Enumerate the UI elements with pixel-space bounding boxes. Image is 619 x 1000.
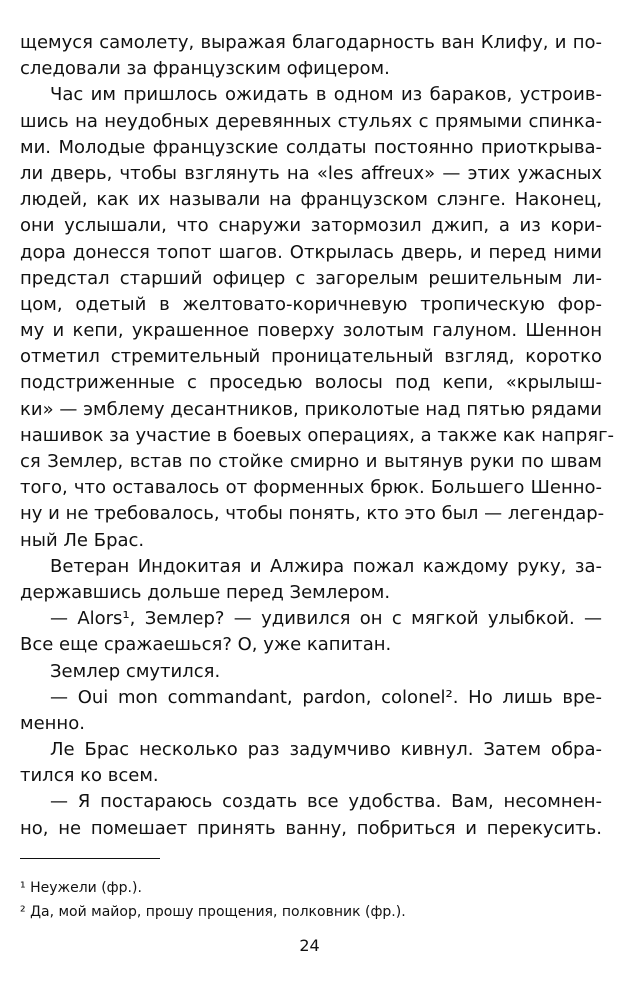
footnote-separator bbox=[20, 858, 160, 859]
footnote-2: ² Да, мой майор, прошу прощения, полковник (фр.). bbox=[20, 904, 406, 920]
text-line: Ле Брас несколько раз задумчиво кивнул. Затем обра- bbox=[50, 739, 602, 761]
page-number: 24 bbox=[299, 936, 320, 955]
text-line: предстал старший офицер с загорелым решительным ли- bbox=[20, 267, 602, 289]
text-line: державшись дольше перед Землером. bbox=[20, 581, 391, 603]
text-line: ки» — эмблему десантников, приколотые над пятью рядами bbox=[20, 398, 602, 420]
text-line: шись на неудобных деревянных стульях с прямыми спинка- bbox=[20, 110, 602, 132]
text-line: людей, как их называли на французском слэнге. Наконец, bbox=[20, 189, 602, 211]
text-line: нашивок за участие в боевых операциях, а также как напряг- bbox=[20, 424, 615, 446]
text-line: дора донесся топот шагов. Открылась дверь, и перед ними bbox=[20, 241, 602, 263]
text-line: того, что оставалось от форменных брюк. Большего Шенно- bbox=[20, 477, 602, 499]
text-line: Землер смутился. bbox=[50, 660, 221, 682]
text-line: ся Землер, встав по стойке смирно и вытянув руки по швам bbox=[20, 451, 602, 472]
text-line: отметил стремительный проницательный взгляд, коротко bbox=[20, 346, 602, 368]
text-line: менно. bbox=[20, 712, 85, 734]
text-line: Ветеран Индокитая и Алжира пожал каждому руку, за- bbox=[50, 555, 602, 577]
text-line: — Alors¹, Землер? — удивился он с мягкой улыбкой. — bbox=[50, 608, 602, 630]
text-line: Час им пришлось ожидать в одном из бараков, устроив- bbox=[50, 84, 602, 106]
text-line: — Oui mon commandant, pardon, colonel². Но лишь вре- bbox=[50, 686, 602, 708]
text-line: но, не помешает принять ванну, побриться и перекусить. bbox=[20, 817, 602, 839]
text-line: ный Ле Брас. bbox=[20, 529, 145, 551]
text-line: — Я постараюсь создать все удобства. Вам, несомнен- bbox=[50, 791, 602, 813]
text-line: ли дверь, чтобы взглянуть на «les affreux» — этих ужасных bbox=[20, 162, 602, 184]
text-line: щемуся самолету, выражая благодарность ван Клифу, и по- bbox=[20, 32, 602, 53]
text-line: ми. Молодые французские солдаты постоянно приоткрыва- bbox=[20, 136, 602, 158]
text-line: му и кепи, украшенное поверху золотым галуном. Шеннон bbox=[20, 320, 602, 342]
text-line: Все еще сражаешься? О, уже капитан. bbox=[20, 634, 392, 656]
text-line: цом, одетый в желтовато-коричневую тропическую фор- bbox=[20, 293, 602, 315]
text-line: подстриженные с проседью волосы под кепи, «крылыш- bbox=[20, 372, 602, 394]
footnote-1: ¹ Неужели (фр.). bbox=[20, 880, 142, 896]
text-line: ну и не требовалось, чтобы понять, кто это был — легендар- bbox=[20, 503, 605, 525]
text-line: тился ко всем. bbox=[20, 765, 159, 787]
text-line: следовали за французским офицером. bbox=[20, 58, 390, 80]
body-text bbox=[20, 30, 615, 842]
text-line: они услышали, что снаружи затормозил джип, а из кори- bbox=[20, 215, 602, 237]
footnotes bbox=[20, 876, 602, 924]
